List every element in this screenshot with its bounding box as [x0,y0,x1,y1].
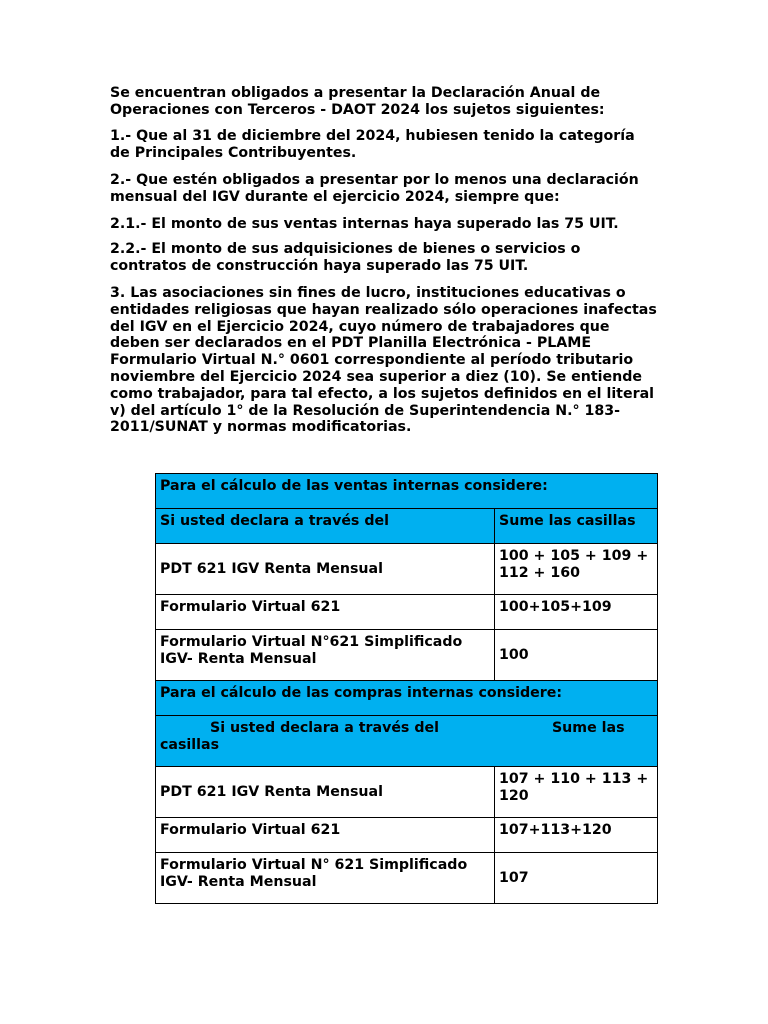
table-row [156,853,658,904]
table-row [156,767,658,818]
ventas-header-row [156,509,658,544]
form-cell: PDT 621 IGV Renta Mensual [156,544,495,595]
table-row [156,818,658,853]
compras-header-row [156,716,658,767]
compras-title: Para el cálculo de las compras internas considere: [156,681,658,716]
ventas-title-row [156,474,658,509]
table-row [156,595,658,630]
item-3-paragraph: 3. Las asociaciones sin fines de lucro, instituciones educativas o entidades religiosas que hayan realizado sólo operaciones inafectas del IGV en el Ejercicio 2024, cuyo número de trabajadores que deben ser declarados en el PDT Planilla Electrónica - PLAME Formulario Virtual N.° 0601 correspondiente al período tributario noviembre del Ejercicio 2024 sea superior a diez (10). Se entiende como trabajador, para tal efecto, a los sujetos definidos en el literal v) del artículo 1° de la Resolución de Superintendencia N.° 183- 2011/SUNAT y normas modificatorias. [110,285,657,436]
compras-title-row [156,681,658,716]
form-cell: Formulario Virtual N° 621 Simplificado IGV- Renta Mensual [156,853,495,904]
casillas-cell: 107 + 110 + 113 + 120 [495,767,658,818]
compras-col2-header-cont: casillas [160,736,220,753]
form-cell: PDT 621 IGV Renta Mensual [156,767,495,818]
table-row [156,630,658,681]
item-1-paragraph: 1.- Que al 31 de diciembre del 2024, hubiesen tenido la categoría de Principales Contribuyentes. [110,128,635,161]
casillas-cell: 100 + 105 + 109 + 112 + 160 [495,544,658,595]
compras-col2-header: Sume las [551,720,625,736]
item-2-1-paragraph: 2.1.- El monto de sus ventas internas haya superado las 75 UIT. [110,216,619,232]
compras-col1-header: Si usted declara a través del [210,720,439,736]
ventas-title: Para el cálculo de las ventas internas considere: [156,474,658,509]
form-cell: Formulario Virtual 621 [156,595,495,630]
compras-header [156,716,658,767]
casillas-cell: 100+105+109 [495,595,658,630]
item-2-paragraph: 2.- Que estén obligados a presentar por lo menos una declaración mensual del IGV durante el ejercicio 2024, siempre que: [110,172,639,205]
item-2-2-paragraph: 2.2.- El monto de sus adquisiciones de bienes o servicios o contratos de construcción haya superado las 75 UIT. [110,241,581,274]
form-cell: Formulario Virtual 621 [156,818,495,853]
casillas-table [155,473,658,904]
ventas-col2-header: Sume las casillas [495,509,658,544]
form-cell: Formulario Virtual N°621 Simplificado IGV- Renta Mensual [156,630,495,681]
casillas-cell: 107 [495,853,658,904]
intro-paragraph: Se encuentran obligados a presentar la Declaración Anual de Operaciones con Terceros - DAOT 2024 los sujetos siguientes: [110,85,605,118]
ventas-col1-header: Si usted declara a través del [156,509,495,544]
casillas-cell: 107+113+120 [495,818,658,853]
table-row [156,544,658,595]
casillas-cell: 100 [495,630,658,681]
